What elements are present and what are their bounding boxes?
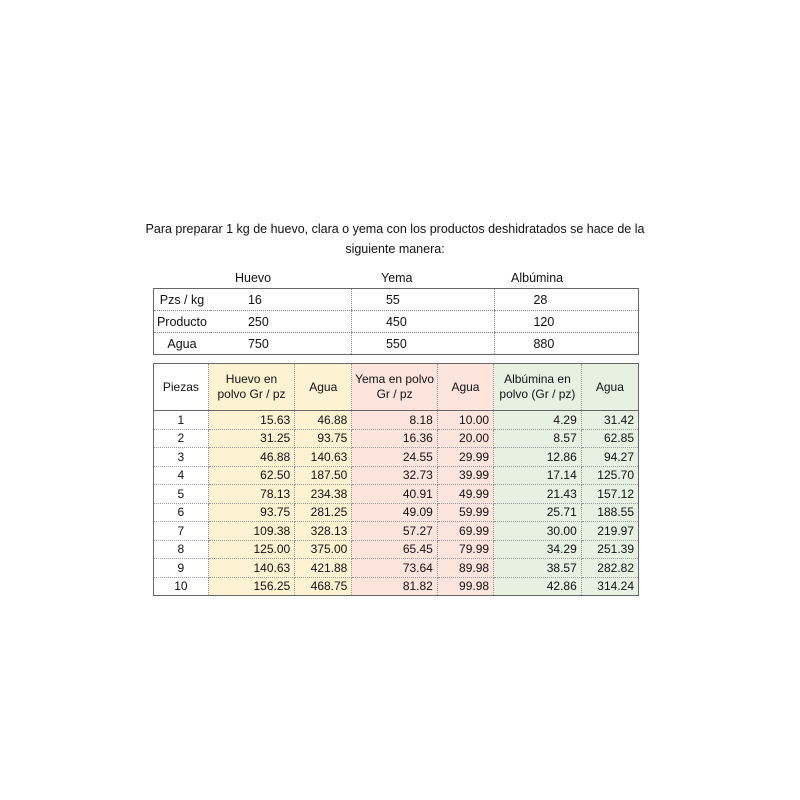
table-row [154, 503, 639, 522]
table-row [154, 485, 639, 504]
value-cell: 24.55 [352, 448, 438, 467]
value-cell: 31.25 [208, 429, 294, 448]
value-cell: 31.42 [581, 411, 638, 430]
value-cell: 219.97 [581, 522, 638, 541]
value-cell: 94.27 [581, 448, 638, 467]
summary-header-yema: Yema [381, 271, 413, 285]
value-cell: 93.75 [208, 503, 294, 522]
table-row [154, 559, 639, 578]
value-cell: 62.85 [581, 429, 638, 448]
value-cell: 17.14 [494, 466, 582, 485]
value-cell: 62.50 [208, 466, 294, 485]
value-cell: 251.39 [581, 540, 638, 559]
table-row [154, 540, 639, 559]
piezas-cell: 7 [154, 522, 209, 541]
summary-cell: 120 [495, 311, 639, 333]
table-row [154, 522, 639, 541]
header-albumina-agua: Agua [581, 364, 638, 411]
value-cell: 99.98 [437, 577, 493, 596]
value-cell: 282.82 [581, 559, 638, 578]
value-cell: 42.86 [494, 577, 582, 596]
summary-cell: 55 [351, 289, 494, 311]
value-cell: 79.99 [437, 540, 493, 559]
value-cell: 140.63 [295, 448, 352, 467]
table-row [154, 411, 639, 430]
value-cell: 46.88 [295, 411, 352, 430]
value-cell: 375.00 [295, 540, 352, 559]
value-cell: 188.55 [581, 503, 638, 522]
value-cell: 21.43 [494, 485, 582, 504]
summary-row-label: Producto [154, 311, 210, 333]
value-cell: 109.38 [208, 522, 294, 541]
value-cell: 57.27 [352, 522, 438, 541]
value-cell: 8.57 [494, 429, 582, 448]
value-cell: 328.13 [295, 522, 352, 541]
value-cell: 187.50 [295, 466, 352, 485]
piezas-cell: 8 [154, 540, 209, 559]
piezas-cell: 4 [154, 466, 209, 485]
value-cell: 10.00 [437, 411, 493, 430]
table-row [154, 429, 639, 448]
value-cell: 281.25 [295, 503, 352, 522]
summary-header-huevo: Huevo [235, 271, 272, 285]
value-cell: 16.36 [352, 429, 438, 448]
summary-cell: 28 [495, 289, 639, 311]
summary-row-label: Pzs / kg [154, 289, 210, 311]
value-cell: 156.25 [208, 577, 294, 596]
table-body [154, 411, 639, 596]
summary-cell: 550 [351, 333, 494, 355]
header-huevo-agua: Agua [295, 364, 352, 411]
value-cell: 234.38 [295, 485, 352, 504]
value-cell: 49.99 [437, 485, 493, 504]
piezas-cell: 3 [154, 448, 209, 467]
value-cell: 29.99 [437, 448, 493, 467]
value-cell: 314.24 [581, 577, 638, 596]
header-yema-polvo: Yema en polvo Gr / pz [352, 364, 438, 411]
value-cell: 93.75 [295, 429, 352, 448]
value-cell: 30.00 [494, 522, 582, 541]
summary-cell: 16 [210, 289, 352, 311]
piezas-cell: 5 [154, 485, 209, 504]
table-header-row [154, 364, 639, 411]
header-albumina-polvo: Albúmina en polvo (Gr / pz) [494, 364, 582, 411]
summary-row [154, 333, 639, 355]
summary-cell: 750 [247, 336, 269, 351]
value-cell: 157.12 [581, 485, 638, 504]
summary-row [154, 311, 639, 333]
value-cell: 125.70 [581, 466, 638, 485]
value-cell: 59.99 [437, 503, 493, 522]
value-cell: 81.82 [352, 577, 438, 596]
value-cell: 25.71 [494, 503, 582, 522]
table-row [154, 577, 639, 596]
summary-headers [153, 268, 639, 288]
value-cell: 89.98 [437, 559, 493, 578]
value-cell: 4.29 [494, 411, 582, 430]
summary-row-label: Agua [167, 336, 197, 351]
intro-text: Para preparar 1 kg de huevo, clara o yema con los productos deshidratados se hace de la siguiente manera: [145, 222, 645, 256]
summary-cell: 880 [495, 333, 639, 355]
conversion-table [153, 363, 639, 596]
value-cell: 34.29 [494, 540, 582, 559]
header-yema-agua: Agua [437, 364, 493, 411]
table-row [154, 466, 639, 485]
header-huevo-polvo: Huevo en polvo Gr / pz [208, 364, 294, 411]
value-cell: 140.63 [208, 559, 294, 578]
piezas-cell: 2 [154, 429, 209, 448]
summary-cell: 450 [351, 311, 494, 333]
summary-row [154, 289, 639, 311]
header-piezas: Piezas [154, 364, 209, 411]
value-cell: 468.75 [295, 577, 352, 596]
value-cell: 125.00 [208, 540, 294, 559]
piezas-cell: 9 [154, 559, 209, 578]
value-cell: 15.63 [208, 411, 294, 430]
value-cell: 421.88 [295, 559, 352, 578]
summary-table [153, 288, 639, 355]
value-cell: 73.64 [352, 559, 438, 578]
summary-cell: 250 [210, 311, 352, 333]
value-cell: 49.09 [352, 503, 438, 522]
piezas-cell: 1 [154, 411, 209, 430]
value-cell: 12.86 [494, 448, 582, 467]
value-cell: 38.57 [494, 559, 582, 578]
piezas-cell: 10 [154, 577, 209, 596]
value-cell: 46.88 [208, 448, 294, 467]
value-cell: 65.45 [352, 540, 438, 559]
piezas-cell: 6 [154, 503, 209, 522]
summary-header-albumina: Albúmina [511, 271, 564, 285]
value-cell: 69.99 [437, 522, 493, 541]
value-cell: 78.13 [208, 485, 294, 504]
table-row [154, 448, 639, 467]
value-cell: 40.91 [352, 485, 438, 504]
value-cell: 20.00 [437, 429, 493, 448]
value-cell: 8.18 [352, 411, 438, 430]
value-cell: 39.99 [437, 466, 493, 485]
value-cell: 32.73 [352, 466, 438, 485]
